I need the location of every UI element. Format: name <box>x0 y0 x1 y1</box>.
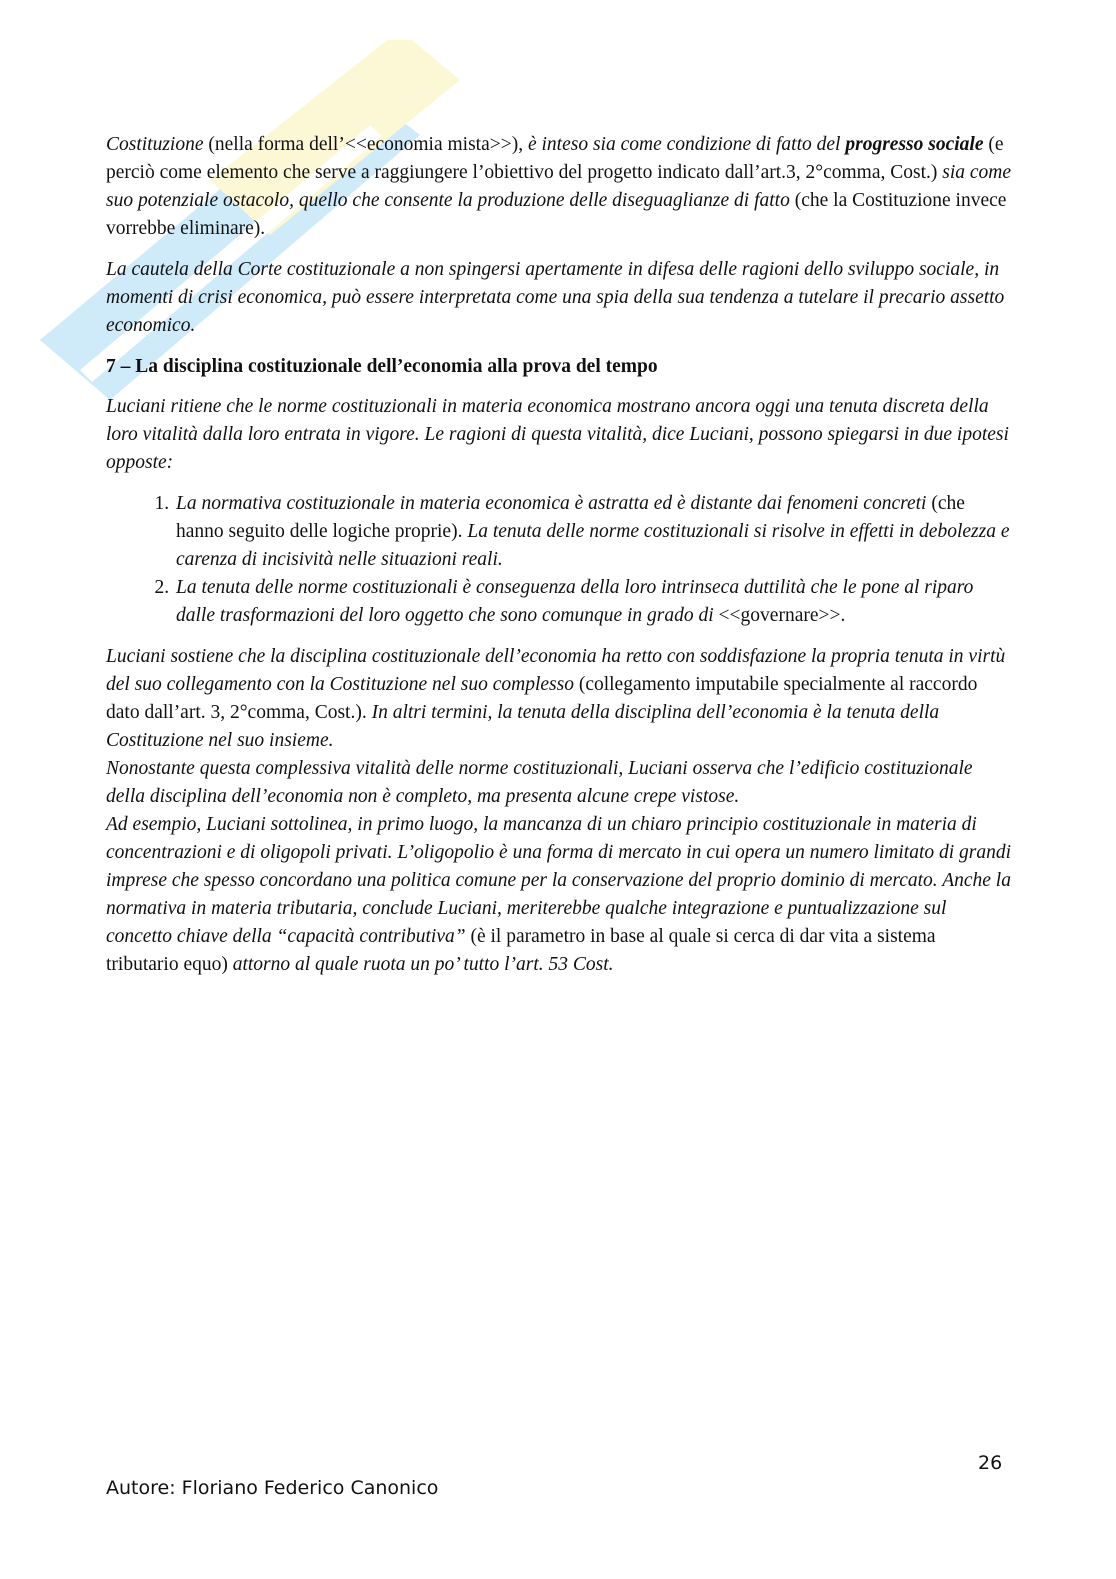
document-body <box>106 131 1012 992</box>
paragraph <box>106 256 1012 340</box>
text-run: (collegamento imputabile specialmente al raccordo dato dall’art. 3, 2°comma, Cost.). <box>106 674 978 723</box>
paragraph <box>106 131 1012 243</box>
paragraph <box>106 755 1012 811</box>
text-run: attorno al quale ruota un po’ tutto l’art. 53 Cost. <box>232 954 614 975</box>
text-run: progresso sociale <box>845 134 984 155</box>
paragraph <box>106 643 1012 755</box>
numbered-list <box>106 490 1012 630</box>
list-item <box>174 574 1012 630</box>
text-run: La tenuta delle norme costituzionali si risolve in effetti in debolezza e carenza di incisività nelle situazioni reali. <box>176 521 1010 570</box>
text-run: La cautela della Corte costituzionale a non spingersi apertamente in difesa delle ragioni dello sviluppo sociale, in momenti di crisi economica, può essere interpretata come una spia della sua tendenza a tutelare il precario assetto economico. <box>106 259 1005 336</box>
text-run: <<governare>>. <box>718 605 846 626</box>
section-heading: 7 – La disciplina costituzionale dell’economia alla prova del tempo <box>106 356 658 377</box>
text-run: (che la Costituzione invece vorrebbe eliminare). <box>106 190 1007 239</box>
page-number: 26 <box>978 1452 1003 1474</box>
paragraph <box>106 393 1012 477</box>
text-run: In altri termini, la tenuta della disciplina dell’economia è la tenuta della Costituzione nel suo insieme. <box>106 702 940 751</box>
text-run: Nonostante questa complessiva vitalità delle norme costituzionali, Luciani osserva che l’edificio costituzionale della disciplina dell’economia non è completo, ma presenta alcune crepe vistose. <box>106 758 973 807</box>
text-run: Luciani ritiene che le norme costituzionali in materia economica mostrano ancora oggi una tenuta discreta della loro vitalità dalla loro entrata in vigore. Le ragioni di questa vitalità, dice Luciani, possono spiegarsi in due ipotesi opposte: <box>106 396 1009 473</box>
text-run: sia come suo potenziale ostacolo, quello che consente la produzione delle diseguaglianze di fatto <box>106 162 1012 211</box>
paragraph <box>106 811 1012 979</box>
text-run: (nella forma dell’<<economia mista>>), <box>203 134 528 155</box>
text-run: La normativa costituzionale in materia economica è astratta ed è distante dai fenomeni concreti <box>176 493 927 514</box>
text-run: (è il parametro in base al quale si cerca di dar vita a sistema tributario equo) <box>106 926 936 975</box>
text-run: Ad esempio, Luciani sottolinea, in primo luogo, la mancanza di un chiaro principio costituzionale in materia di concentrazioni e di oligopoli privati. L’oligopolio è una forma di mercato in cui opera un numero limitato di grandi imprese che spesso concordano una politica comune per la conservazione del proprio dominio di mercato. Anche la normativa in materia tributaria, conclude Luciani, meriterebbe qualche integrazione e puntualizzazione sul concetto chiave della “capacità contributiva” <box>106 814 1012 947</box>
text-run: La tenuta delle norme costituzionali è conseguenza della loro intrinseca duttilità che le pone al riparo dalle trasformazioni del loro oggetto che sono comunque in grado di <box>176 577 974 626</box>
text-run: (e perciò come elemento che serve a raggiungere l’obiettivo del progetto indicato dall’art.3, 2°comma, Cost.) <box>106 134 1004 183</box>
text-run: Luciani sostiene che la disciplina costituzionale dell’economia ha retto con soddisfazione la propria tenuta in virtù del suo collegamento con la Costituzione nel suo complesso <box>106 646 1006 695</box>
text-run: Costituzione <box>106 134 204 155</box>
footer-author: Autore: Floriano Federico Canonico <box>106 1477 439 1499</box>
text-run: (che hanno seguito delle logiche proprie). <box>176 493 965 542</box>
text-run: è inteso sia come condizione di fatto del <box>527 134 846 155</box>
list-item <box>174 490 1012 574</box>
